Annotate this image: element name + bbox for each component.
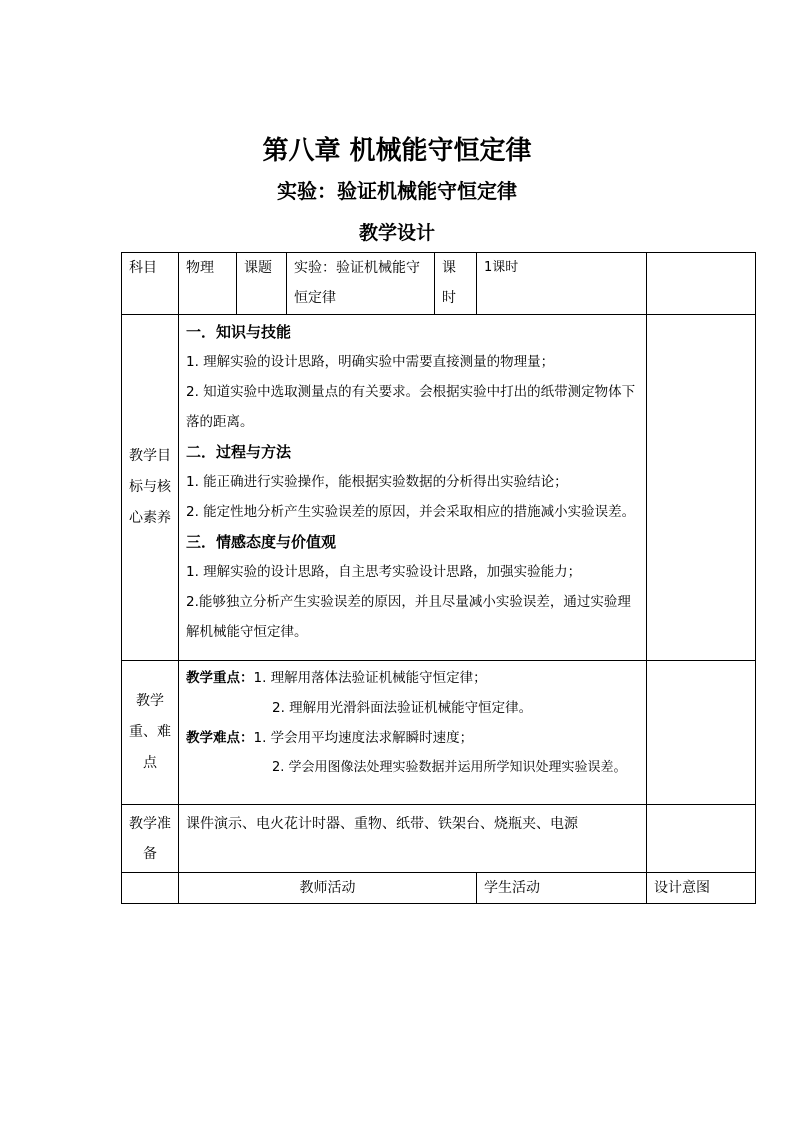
objectives-section-3-item-1: 1. 理解实验的设计思路，自主思考实验设计思路，加强实验能力； (186, 564, 582, 580)
empty-cell (122, 873, 179, 904)
chapter-title: 第八章 机械能守恒定律 (262, 136, 532, 166)
prep-content: 课件演示、电火花计时器、重物、纸带、铁架台、烧瓶夹、电源 (179, 805, 647, 873)
objectives-section-1-item-1: 1. 理解实验的设计思路，明确实验中需要直接测量的物理量； (186, 354, 555, 370)
subject-value: 物理 (179, 253, 237, 315)
objectives-content (179, 315, 647, 661)
key-point-1: 1. 理解用落体法验证机械能守恒定律； (253, 670, 487, 686)
topic-value: 实验：验证机械能守恒定律 (287, 253, 435, 315)
teacher-activity-header: 教师活动 (179, 873, 477, 904)
prep-label: 教学准备 (122, 805, 179, 873)
empty-cell (647, 661, 756, 805)
empty-cell (647, 805, 756, 873)
subject-label: 科目 (122, 253, 179, 315)
design-intent-header: 设计意图 (647, 873, 756, 904)
keypoints-content (179, 661, 647, 805)
objectives-section-2-title: 二．过程与方法 (186, 443, 292, 461)
experiment-title: 实验：验证机械能守恒定律 (277, 179, 517, 203)
difficult-points-label: 教学难点： (186, 730, 254, 746)
objectives-section-1-title: 一．知识与技能 (186, 323, 292, 341)
design-title: 教学设计 (358, 222, 435, 244)
keypoints-label: 教学重、难点 (122, 661, 179, 805)
key-point-2: 2. 理解用光滑斜面法验证机械能守恒定律。 (272, 700, 533, 716)
objectives-section-3-title: 三．情感态度与价值观 (186, 533, 337, 551)
difficult-point-1: 1. 学会用平均速度法求解瞬时速度； (253, 730, 474, 746)
difficult-point-2: 2. 学会用图像法处理实验数据并运用所学知识处理实验误差。 (272, 760, 627, 775)
objectives-label: 教学目标与核心素养 (122, 315, 179, 661)
table-row-info (122, 253, 756, 315)
empty-cell (647, 253, 756, 315)
lesson-plan-table (121, 252, 756, 904)
table-row-objectives (122, 315, 756, 661)
student-activity-header: 学生活动 (477, 873, 647, 904)
table-row-activity-header (122, 873, 756, 904)
empty-cell (647, 315, 756, 661)
topic-label: 课题 (237, 253, 287, 315)
objectives-section-2-item-2: 2. 能定性地分析产生实验误差的原因，并会采取相应的措施减小实验误差。 (186, 504, 636, 520)
objectives-section-3-item-2: 2.能够独立分析产生实验误差的原因，并且尽量减小实验误差，通过实验理解机械能守恒定律。 (186, 594, 631, 640)
hours-label: 课时 (435, 253, 477, 315)
table-row-keypoints (122, 661, 756, 805)
table-row-prep (122, 805, 756, 873)
key-points-label: 教学重点： (186, 670, 254, 686)
hours-value: 1课时 (477, 253, 647, 315)
objectives-section-2-item-1: 1. 能正确进行实验操作，能根据实验数据的分析得出实验结论； (186, 474, 568, 490)
objectives-section-1-item-2: 2. 知道实验中选取测量点的有关要求。会根据实验中打出的纸带测定物体下落的距离。 (186, 384, 636, 430)
